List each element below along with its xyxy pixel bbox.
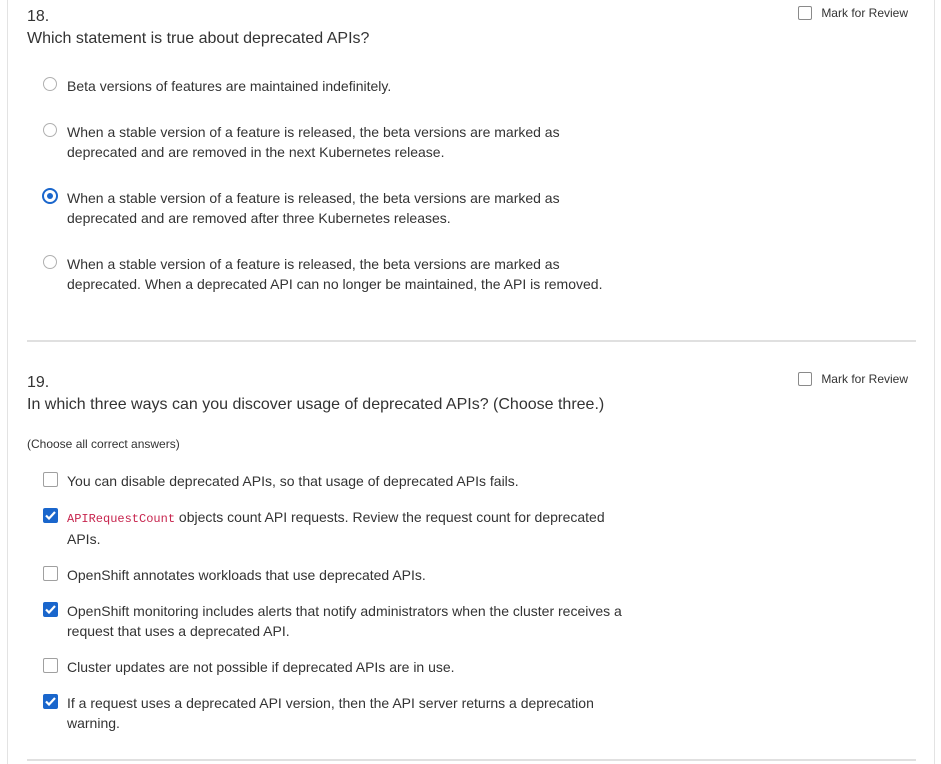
question-text: Which statement is true about deprecated APIs? [27, 30, 370, 47]
answer-label: If a request uses a deprecated API version, then the API server returns a deprecation warning. [67, 695, 594, 731]
question-text: In which three ways can you discover usage of deprecated APIs? (Choose three.) [27, 396, 605, 413]
mark-for-review-label: Mark for Review [821, 6, 908, 20]
radio-button[interactable] [43, 77, 57, 91]
code-apirequestcount: APIRequestCount [67, 512, 176, 526]
answer-label: When a stable version of a feature is released, the beta versions are marked as deprecated. When a deprecated API can no longer be maintained, the API is removed. [67, 256, 603, 292]
answer-label: APIRequestCount objects count API requests. Review the request count for deprecated APIs. [67, 509, 605, 547]
checkbox[interactable] [43, 658, 58, 673]
checkmark-icon [45, 605, 56, 614]
checkmark-icon [45, 511, 56, 520]
answer-label: You can disable deprecated APIs, so that usage of deprecated APIs fails. [67, 473, 519, 489]
mark-for-review-toggle[interactable] [798, 372, 908, 386]
checkbox[interactable] [43, 472, 58, 487]
question-19 [27, 366, 916, 758]
question-number: 18. [27, 8, 50, 25]
radio-button[interactable] [43, 255, 57, 269]
checkbox[interactable] [43, 566, 58, 581]
radio-button-selected[interactable] [42, 188, 58, 204]
checkbox-checked[interactable] [43, 694, 58, 709]
answer-label: OpenShift annotates workloads that use deprecated APIs. [67, 567, 426, 583]
answer-label: OpenShift monitoring includes alerts that notify administrators when the cluster receives a request that uses a deprecated API. [67, 603, 622, 639]
choose-all-hint: (Choose all correct answers) [27, 437, 180, 451]
answer-label: When a stable version of a feature is released, the beta versions are marked as deprecated and are removed after three Kubernetes releases. [67, 190, 560, 226]
mark-for-review-label: Mark for Review [821, 372, 908, 386]
answer-label: Beta versions of features are maintained indefinitely. [67, 78, 392, 94]
radio-button[interactable] [43, 123, 57, 137]
answer-label: When a stable version of a feature is released, the beta versions are marked as deprecated and are removed in the next Kubernetes release. [67, 124, 560, 160]
answer-label: Cluster updates are not possible if deprecated APIs are in use. [67, 659, 455, 675]
question-number: 19. [27, 374, 50, 391]
question-18 [27, 0, 916, 340]
mark-for-review-checkbox[interactable] [798, 6, 812, 20]
mark-for-review-checkbox[interactable] [798, 372, 812, 386]
checkbox-checked[interactable] [43, 508, 58, 523]
checkbox-checked[interactable] [43, 602, 58, 617]
question-divider [27, 759, 916, 761]
question-divider [27, 340, 916, 342]
mark-for-review-toggle[interactable] [798, 6, 908, 20]
checkmark-icon [45, 697, 56, 706]
